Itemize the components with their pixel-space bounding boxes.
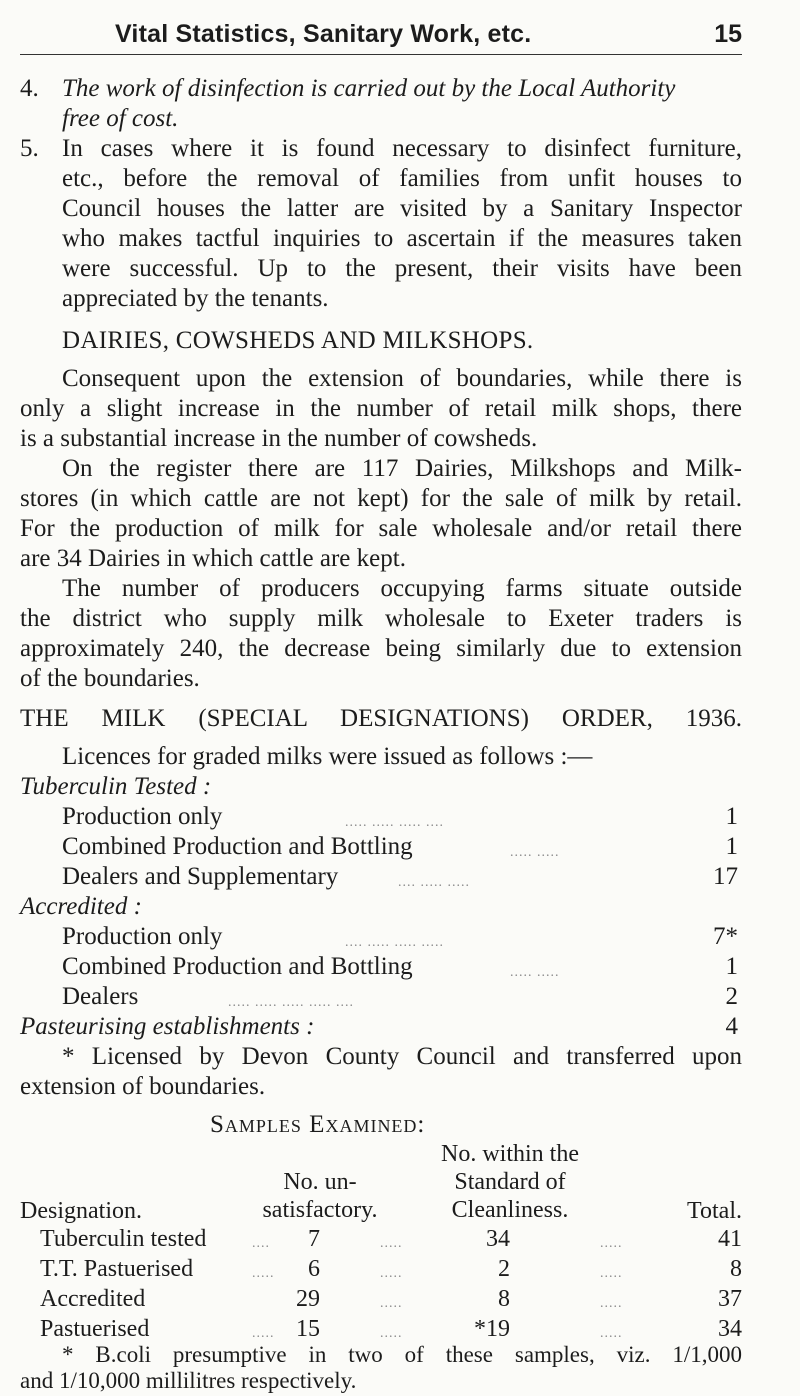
column-header: Designation. bbox=[20, 1198, 142, 1224]
subheading: Tuberculin Tested : bbox=[20, 773, 212, 800]
section-heading: THE MILK (SPECIAL DESIGNATIONS) ORDER, 1936. bbox=[20, 705, 742, 732]
table-cell-within: 8 bbox=[498, 1286, 510, 1312]
item-line: In cases where it is found necessary to disinfect furniture, bbox=[62, 135, 742, 162]
table-cell-designation: T.T. Pastuerised bbox=[40, 1256, 194, 1282]
footnote-line: and 1/10,000 millilitres respectively. bbox=[20, 1368, 357, 1393]
leader-dots: ..... bbox=[380, 1236, 403, 1251]
licence-label: Combined Production and Bottling bbox=[62, 833, 413, 860]
item-line: The work of disinfection is carried out by the Local Authority bbox=[62, 75, 676, 102]
licence-value: 2 bbox=[725, 983, 738, 1010]
licence-value: 17 bbox=[713, 863, 738, 890]
leader-dots: ..... bbox=[600, 1296, 623, 1311]
column-header: No. un- bbox=[283, 1169, 357, 1195]
table-cell-unsat: 7 bbox=[308, 1226, 320, 1252]
item-line: appreciated by the tenants. bbox=[62, 285, 329, 312]
leader-dots: ..... bbox=[380, 1296, 403, 1311]
table-cell-within: 34 bbox=[486, 1226, 510, 1252]
licence-label: Production only bbox=[62, 803, 223, 830]
licence-label: Combined Production and Bottling bbox=[62, 953, 413, 980]
item-number: 5. bbox=[20, 135, 39, 162]
column-header: No. within the bbox=[441, 1141, 579, 1167]
paragraph-line: Consequent upon the extension of boundaries, while there is bbox=[62, 365, 742, 392]
licence-value: 4 bbox=[725, 1013, 738, 1040]
table-cell-designation: Accredited bbox=[40, 1286, 146, 1312]
table-cell-within: 2 bbox=[498, 1256, 510, 1282]
leader-dots: ..... bbox=[600, 1326, 623, 1341]
table-cell-unsat: 15 bbox=[296, 1316, 320, 1342]
licence-label: Dealers bbox=[62, 983, 139, 1010]
paragraph-line: are 34 Dairies in which cattle are kept. bbox=[20, 545, 406, 572]
leader-dots: .... ..... ..... bbox=[398, 875, 470, 890]
paragraph-line: only a slight increase in the number of retail milk shops, there bbox=[20, 395, 742, 422]
subheading: Accredited : bbox=[20, 893, 142, 920]
licence-value: 1 bbox=[725, 833, 738, 860]
table-cell-designation: Tuberculin tested bbox=[40, 1226, 207, 1252]
footnote-line: extension of boundaries. bbox=[20, 1073, 266, 1100]
table-cell-total: 8 bbox=[730, 1256, 742, 1282]
paragraph-line: the district who supply milk wholesale to Exeter traders is bbox=[20, 605, 742, 632]
column-header: Cleanliness. bbox=[451, 1197, 569, 1223]
item-line: etc., before the removal of families from unfit houses to bbox=[62, 165, 742, 192]
paragraph-line: approximately 240, the decrease being similarly due to extension bbox=[20, 635, 742, 662]
licences-intro: Licences for graded milks were issued as follows :— bbox=[62, 743, 593, 770]
licence-value: 1 bbox=[725, 803, 738, 830]
paragraph-line: of the boundaries. bbox=[20, 665, 200, 692]
column-header: satisfactory. bbox=[262, 1197, 378, 1223]
section-heading: DAIRIES, COWSHEDS AND MILKSHOPS. bbox=[62, 327, 534, 354]
paragraph-line: On the register there are 117 Dairies, Milkshops and Milk- bbox=[62, 455, 742, 482]
leader-dots: ..... bbox=[380, 1326, 403, 1341]
table-cell-unsat: 29 bbox=[296, 1286, 320, 1312]
leader-dots: .... ..... ..... ..... bbox=[345, 935, 444, 950]
table-cell-designation: Pastuerised bbox=[40, 1316, 150, 1342]
item-line: were successful. Up to the present, their visits have been bbox=[62, 255, 742, 282]
licence-label: Dealers and Supplementary bbox=[62, 863, 339, 890]
leader-dots: ..... bbox=[380, 1266, 403, 1281]
subheading: Pasteurising establishments : bbox=[20, 1013, 315, 1040]
leader-dots: ..... bbox=[252, 1326, 275, 1341]
licence-value: 7* bbox=[713, 923, 738, 950]
page-number: 15 bbox=[714, 20, 742, 48]
leader-dots: ..... bbox=[252, 1266, 275, 1281]
item-line: who makes tactful inquiries to ascertain if the measures taken bbox=[62, 225, 742, 252]
leader-dots: ..... bbox=[600, 1236, 623, 1251]
leader-dots: .... bbox=[252, 1236, 270, 1251]
column-header: Total. bbox=[687, 1198, 742, 1224]
table-cell-total: 41 bbox=[718, 1226, 742, 1252]
table-heading: Samples Examined: bbox=[210, 1111, 426, 1138]
table-cell-total: 37 bbox=[718, 1286, 742, 1312]
page-header bbox=[20, 14, 742, 55]
leader-dots: ..... ..... bbox=[510, 845, 560, 860]
paragraph-line: The number of producers occupying farms situate outside bbox=[62, 575, 742, 602]
paragraph-line: For the production of milk for sale wholesale and/or retail there bbox=[20, 515, 742, 542]
table-cell-within: *19 bbox=[474, 1316, 510, 1342]
licence-label: Production only bbox=[62, 923, 223, 950]
running-title: Vital Statistics, Sanitary Work, etc. bbox=[115, 20, 532, 48]
leader-dots: ..... bbox=[600, 1266, 623, 1281]
table-cell-unsat: 6 bbox=[308, 1256, 320, 1282]
paragraph-line: stores (in which cattle are not kept) for the sale of milk by retail. bbox=[20, 485, 742, 512]
leader-dots: ..... ..... ..... .... bbox=[345, 815, 444, 830]
item-line: Council houses the latter are visited by a Sanitary Inspector bbox=[62, 195, 742, 222]
leader-dots: ..... ..... ..... ..... .... bbox=[228, 995, 354, 1010]
item-number: 4. bbox=[20, 75, 39, 102]
table-cell-total: 34 bbox=[718, 1316, 742, 1342]
column-header: Standard of bbox=[454, 1169, 566, 1195]
footnote-line: * Licensed by Devon County Council and transferred upon bbox=[62, 1043, 742, 1070]
paragraph-line: is a substantial increase in the number of cowsheds. bbox=[20, 425, 538, 452]
leader-dots: ..... ..... bbox=[510, 965, 560, 980]
item-line: free of cost. bbox=[62, 105, 179, 132]
licence-value: 1 bbox=[725, 953, 738, 980]
footnote-line: * B.coli presumptive in two of these samples, viz. 1/1,000 bbox=[62, 1342, 742, 1367]
